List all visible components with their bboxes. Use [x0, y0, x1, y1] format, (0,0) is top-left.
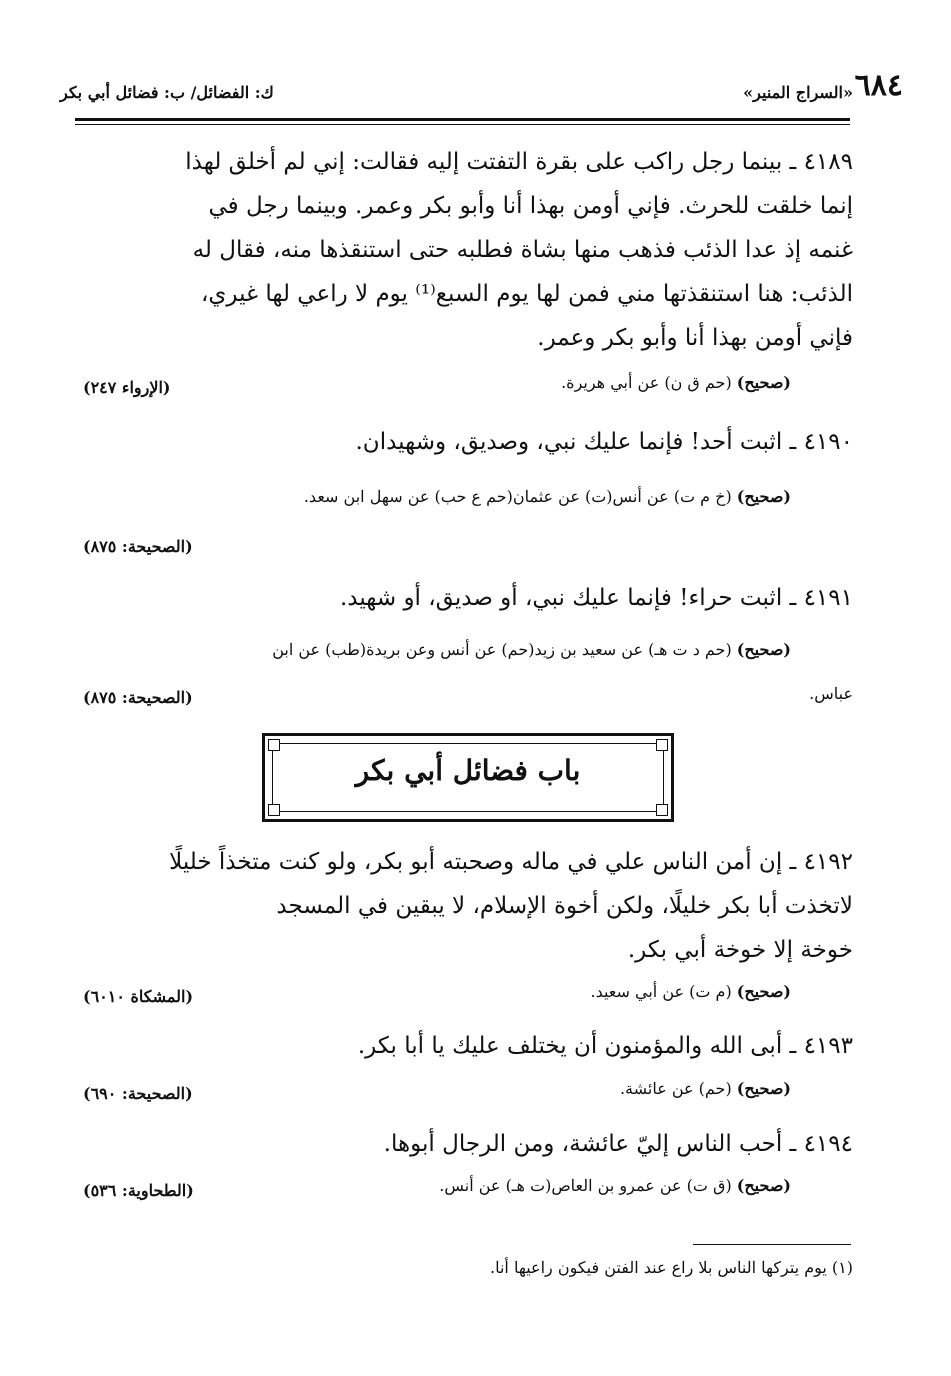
hadith-reference: (الإرواء ٢٤٧) — [83, 378, 171, 397]
hadith-line: ٤١٩٤ ـ أحب الناس إليّ عائشة، ومن الرجال أبوها. — [383, 1131, 853, 1157]
hadith-line: لاتخذت أبا بكر خليلًا، ولكن أخوة الإسلام، لا يبقين في المسجد — [276, 893, 853, 919]
hadith-reference: (الصحيحة: ٦٩٠) — [83, 1084, 193, 1103]
grade-label: (صحيح) — [736, 640, 791, 659]
grade-source: (م ت) عن أبي سعيد. — [590, 982, 732, 1001]
hadith-grade — [304, 487, 791, 506]
hadith-line: الذئب: هنا استنقذتها مني فمن لها يوم السبع⁽¹⁾ يوم لا راعي لها غيري، — [200, 281, 853, 307]
hadith-reference: (الصحيحة: ٨٧٥) — [83, 537, 193, 556]
hadith-grade — [590, 982, 791, 1001]
grade-source: (حم) عن عائشة. — [619, 1079, 732, 1098]
hadith-grade — [272, 640, 791, 659]
frame-corner — [268, 739, 280, 751]
grade-label: (صحيح) — [736, 1079, 791, 1098]
grade-source: (ق ت) عن عمرو بن العاص(ت هـ) عن أنس. — [439, 1176, 732, 1195]
grade-source: (حم د ت هـ) عن سعيد بن زيد(حم) عن أنس وعن بريدة(طب) عن ابن — [272, 640, 732, 659]
hadith-reference: (الصحيحة: ٨٧٥) — [83, 688, 193, 707]
hadith-line: ٤١٩٢ ـ إن أمن الناس علي في ماله وصحبته أبو بكر، ولو كنت متخذاً خليلًا — [169, 849, 853, 875]
hadith-grade — [620, 1079, 791, 1098]
footnote: (١) يوم يتركها الناس بلا راع عند الفتن فيكون راعيها أنا. — [490, 1258, 853, 1277]
grade-source: (خ م ت) عن أنس(ت) عن عثمان(حم ع حب) عن سهل ابن سعد. — [303, 487, 732, 506]
page-number: ٦٨٤ — [854, 68, 903, 103]
header-rule-thin — [75, 124, 850, 125]
grade-label: (صحيح) — [736, 982, 791, 1001]
book-title: «السراج المنير» — [743, 83, 853, 102]
hadith-line: ٤١٩١ ـ اثبت حراء! فإنما عليك نبي، أو صديق، أو شهيد. — [339, 585, 853, 611]
grade-source: (حم ق ن) عن أبي هريرة. — [561, 373, 732, 392]
grade-label: (صحيح) — [736, 1176, 791, 1195]
hadith-text — [93, 1024, 853, 1068]
hadith-grade — [439, 1176, 791, 1195]
frame-corner — [268, 804, 280, 816]
chapter-title: باب فضائل أبي بكر — [355, 754, 581, 787]
hadith-text — [93, 840, 853, 972]
hadith-text — [93, 140, 853, 360]
footnote-rule — [693, 1244, 851, 1245]
hadith-line: خوخة إلا خوخة أبي بكر. — [627, 937, 853, 963]
grade-label: (صحيح) — [736, 373, 791, 392]
hadith-line: ٤١٩٠ ـ اثبت أحد! فإنما عليك نبي، وصديق، وشهيدان. — [355, 429, 853, 455]
running-header-section: ك: الفضائل/ ب: فضائل أبي بكر — [60, 83, 274, 102]
frame-corner — [656, 804, 668, 816]
frame-corner — [656, 739, 668, 751]
hadith-line: ٤١٩٣ ـ أبى الله والمؤمنون أن يختلف عليك يا أبا بكر. — [357, 1033, 853, 1059]
chapter-title-frame — [262, 733, 674, 822]
hadith-line: إنما خلقت للحرث. فإني أومن بهذا أنا وأبو بكر وعمر. وبينما رجل في — [208, 193, 853, 219]
hadith-text — [93, 576, 853, 620]
hadith-grade — [561, 373, 791, 392]
hadith-line: فإني أومن بهذا أنا وأبو بكر وعمر. — [537, 325, 853, 351]
hadith-reference: (المشكاة ٦٠١٠) — [83, 987, 194, 1006]
grade-source-continuation: عباس. — [809, 684, 853, 703]
hadith-reference: (الطحاوية: ٥٣٦) — [83, 1181, 194, 1200]
hadith-line: غنمه إذ عدا الذئب فذهب منها بشاة فطلبه حتى استنقذها منه، فقال له — [192, 237, 853, 263]
grade-label: (صحيح) — [736, 487, 791, 506]
hadith-text — [93, 420, 853, 464]
hadith-line: ٤١٨٩ ـ بينما رجل راكب على بقرة التفتت إليه فقالت: إني لم أخلق لهذا — [185, 149, 853, 175]
header-rule — [75, 118, 850, 121]
hadith-text — [93, 1122, 853, 1166]
